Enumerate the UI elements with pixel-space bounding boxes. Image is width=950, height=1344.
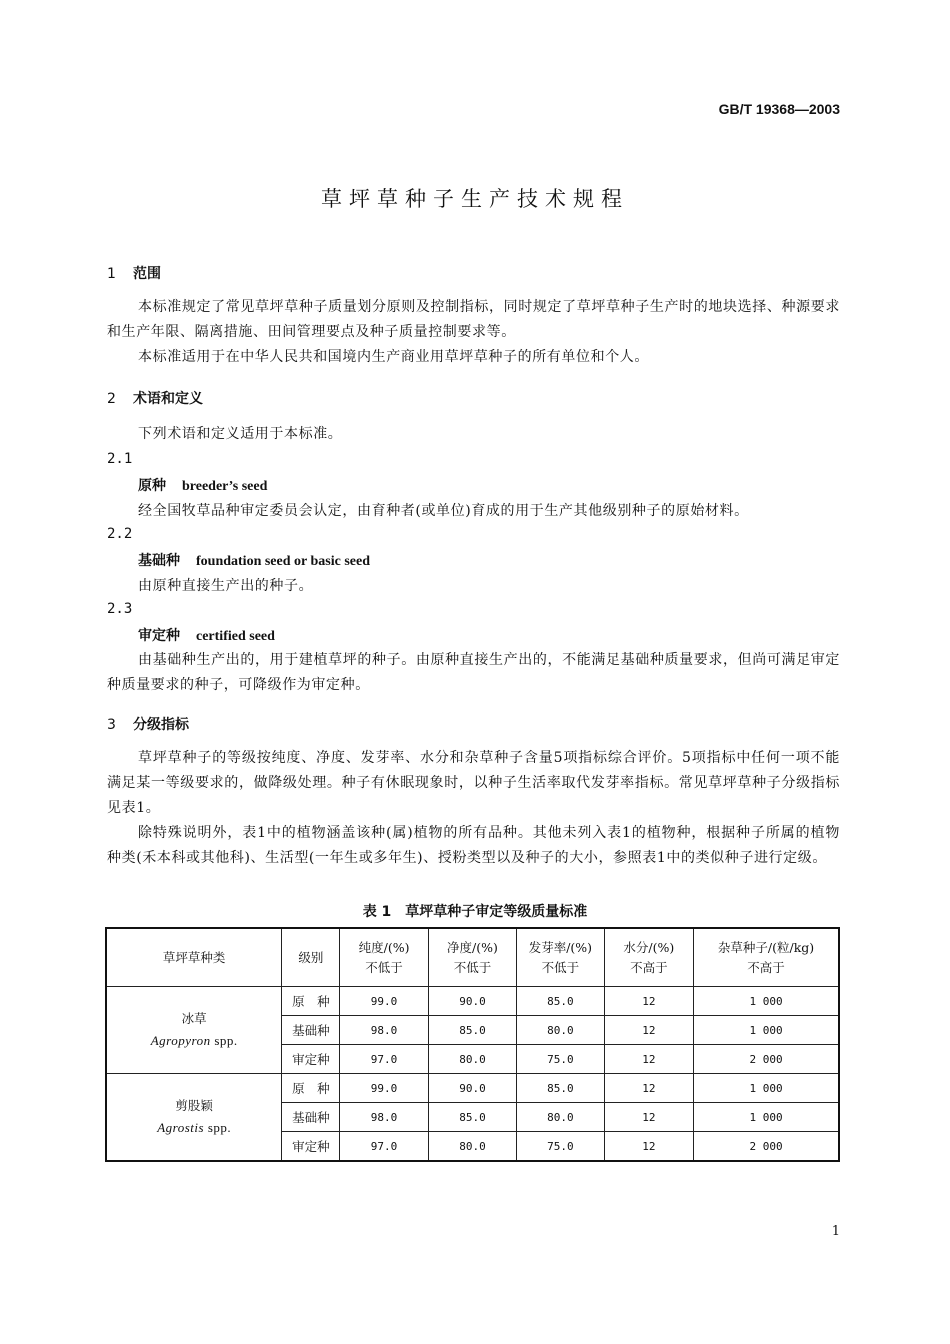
term-2-3 [138, 625, 275, 645]
section-number: 3 [107, 717, 116, 733]
grade-cell: 原 种 [282, 1074, 340, 1103]
term-2-1 [138, 475, 267, 495]
species-cell [106, 987, 282, 1074]
species-zh: 剪股颖 [175, 1098, 213, 1113]
species-zh: 冰草 [181, 1011, 207, 1026]
header-limit: 不低于 [453, 959, 492, 975]
clean-cell: 80.0 [428, 1132, 516, 1162]
grade-cell: 审定种 [282, 1132, 340, 1162]
section-title: 术语和定义 [133, 391, 203, 407]
header-label: 水分/(%) [623, 939, 675, 955]
grade-cell: 原 种 [282, 987, 340, 1016]
term-zh: 审定种 [138, 628, 180, 644]
weed-cell: 1 000 [694, 1016, 839, 1045]
header-weed [694, 928, 839, 987]
header-label: 纯度/(%) [358, 939, 410, 955]
grade-cell: 审定种 [282, 1045, 340, 1074]
term-2-1-definition: 经全国牧草品种审定委员会认定，由育种者(或单位)育成的用于生产其他级别种子的原始材料。 [138, 503, 749, 519]
water-cell: 12 [604, 1132, 693, 1162]
purity-cell: 98.0 [340, 1016, 428, 1045]
water-cell: 12 [604, 1045, 693, 1074]
section-2-intro: 下列术语和定义适用于本标准。 [138, 426, 343, 442]
section-title: 范围 [133, 266, 161, 282]
clean-cell: 85.0 [428, 1103, 516, 1132]
water-cell: 12 [604, 987, 693, 1016]
water-cell: 12 [604, 1074, 693, 1103]
table-row [106, 1074, 839, 1103]
header-clean [428, 928, 516, 987]
section-number: 1 [107, 266, 116, 282]
term-2-2-definition: 由原种直接生产出的种子。 [138, 578, 314, 594]
weed-cell: 1 000 [694, 1103, 839, 1132]
germination-cell: 75.0 [517, 1132, 604, 1162]
term-2-2 [138, 550, 370, 570]
table-header-row [106, 928, 839, 987]
weed-cell: 2 000 [694, 1132, 839, 1162]
document-title: 草坪草种子生产技术规程 [321, 187, 629, 211]
grade-cell: 基础种 [282, 1103, 340, 1132]
germination-cell: 80.0 [517, 1016, 604, 1045]
species-latin-genus: Agrostis [157, 1120, 205, 1135]
standard-code: GB/T 19368—2003 [718, 101, 840, 117]
species-latin-genus: Agropyron [150, 1033, 211, 1048]
table-caption: 表 1 草坪草种子审定等级质量标准 [362, 904, 588, 920]
germination-cell: 75.0 [517, 1045, 604, 1074]
germination-cell: 85.0 [517, 987, 604, 1016]
purity-cell: 97.0 [340, 1045, 428, 1074]
purity-cell: 99.0 [340, 1074, 428, 1103]
header-label: 杂草种子/(粒/kg) [717, 939, 815, 955]
header-purity [340, 928, 428, 987]
term-2-3-definition: 由基础种生产出的，用于建植草坪的种子。由原种直接生产出的，不能满足基础种质量要求，但尚可满足审定种质量要求的种子，可降级作为审定种。 [107, 652, 840, 693]
section-1-paragraph-1: 本标准规定了常见草坪草种子质量划分原则及控制指标，同时规定了草坪草种子生产时的地块选择、种源要求和生产年限、隔离措施、田间管理要点及种子质量控制要求等。 [107, 299, 840, 340]
weed-cell: 1 000 [694, 1074, 839, 1103]
section-1-paragraph-2: 本标准适用于在中华人民共和国境内生产商业用草坪草种子的所有单位和个人。 [138, 349, 649, 365]
section-title: 分级指标 [133, 717, 189, 733]
grade-table [105, 927, 840, 1162]
section-number: 2 [107, 391, 116, 407]
page-number: 1 [831, 1224, 840, 1239]
water-cell: 12 [604, 1103, 693, 1132]
section-3-paragraph-1: 草坪草种子的等级按纯度、净度、发芽率、水分和杂草种子含量5项指标综合评价。5项指标中任何一项不能满足某一等级要求的，做降级处理。种子有休眠现象时，以种子生活率取代发芽率指标。常见草坪草种子分级指标见表1。 [107, 750, 840, 816]
term-2-3-number: 2.3 [107, 601, 133, 617]
header-limit: 不低于 [541, 959, 580, 975]
purity-cell: 98.0 [340, 1103, 428, 1132]
grade-cell: 基础种 [282, 1016, 340, 1045]
section-3-paragraph-2: 除特殊说明外，表1中的植物涵盖该种(属)植物的所有品种。其他未列入表1的植物种，根据种子所属的植物种类(禾本科或其他科)、生活型(一年生或多年生)、授粉类型以及种子的大小，参照表1中的类似种子进行定级。 [107, 825, 840, 866]
header-germination [517, 928, 604, 987]
term-2-1-number: 2.1 [107, 451, 133, 467]
header-label: 净度/(%) [447, 939, 498, 955]
clean-cell: 85.0 [428, 1016, 516, 1045]
species-latin-suffix: spp. [210, 1033, 238, 1048]
water-cell: 12 [604, 1016, 693, 1045]
term-en: breeder’s seed [182, 479, 268, 494]
section-3-heading [107, 714, 189, 734]
table-row [106, 987, 839, 1016]
clean-cell: 90.0 [428, 987, 516, 1016]
germination-cell: 85.0 [517, 1074, 604, 1103]
clean-cell: 80.0 [428, 1045, 516, 1074]
term-en: certified seed [196, 629, 275, 644]
term-en: foundation seed or basic seed [196, 554, 370, 569]
weed-cell: 2 000 [694, 1045, 839, 1074]
header-limit: 不低于 [365, 959, 403, 975]
germination-cell: 80.0 [517, 1103, 604, 1132]
section-2-heading [107, 388, 203, 408]
section-1-heading [107, 263, 161, 283]
header-species: 草坪草种类 [106, 928, 282, 987]
species-latin-suffix: spp. [204, 1120, 232, 1135]
weed-cell: 1 000 [694, 987, 839, 1016]
header-grade: 级别 [282, 928, 340, 987]
purity-cell: 97.0 [340, 1132, 428, 1162]
purity-cell: 99.0 [340, 987, 428, 1016]
header-water [604, 928, 693, 987]
header-limit: 不高于 [747, 959, 785, 975]
header-limit: 不高于 [630, 959, 668, 975]
clean-cell: 90.0 [428, 1074, 516, 1103]
species-cell [106, 1074, 282, 1162]
term-2-2-number: 2.2 [107, 526, 133, 542]
term-zh: 基础种 [138, 553, 180, 569]
header-label: 发芽率/(%) [528, 939, 593, 955]
term-zh: 原种 [138, 478, 166, 494]
